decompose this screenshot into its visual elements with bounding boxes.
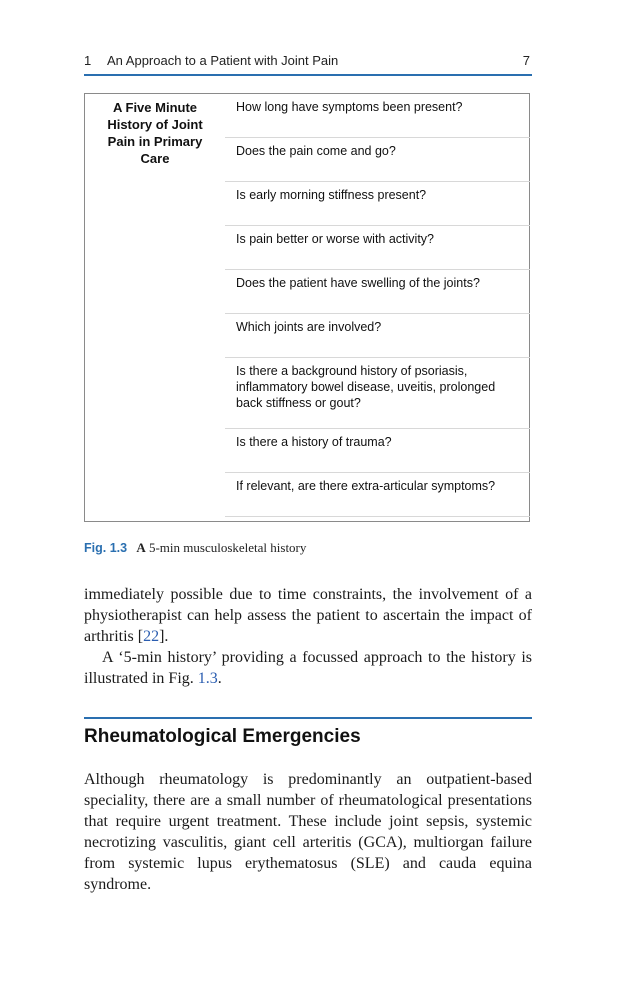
question-item: Does the patient have swelling of the joints? [225, 270, 530, 314]
chapter-number: 1 [84, 53, 92, 68]
header-rule [84, 74, 532, 76]
section-rule [84, 717, 532, 719]
caption-label: Fig. 1.3 [84, 541, 128, 555]
paragraph-text: A ‘5-min history’ providing a focussed approach to the history is illustrated in Fig. [84, 649, 532, 687]
question-item: Which joints are involved? [225, 314, 530, 358]
question-item: How long have symptoms been present? [225, 94, 530, 138]
question-item: Is there a history of trauma? [225, 429, 530, 473]
section-paragraph: Although rheumatology is predominantly an outpatient-based speciality, there are a small number of rheumatological presentations that require urgent treatment. These include joint sepsis, systemic necrotizing vasculitis, giant cell arteritis (GCA), multiorgan failure from systemic lupus erythematosus (SLE) and cauda equina syndrome. [84, 771, 532, 893]
figure-box [84, 93, 530, 522]
caption-bold: A [136, 540, 146, 555]
paragraph-text-end: . [217, 670, 222, 687]
section-heading: Rheumatological Emergencies [84, 726, 361, 747]
reference-link[interactable]: 22 [143, 628, 160, 645]
question-list [225, 94, 530, 517]
question-item: Is there a background history of psoriasis, inflammatory bowel disease, uveitis, prolonged back stiffness or gout? [225, 358, 530, 429]
paragraph-text: immediately possible due to time constraints, the involvement of a physiotherapist can help assess the patient to ascertain the impact of arthritis [ [84, 586, 532, 645]
figure-reference-link[interactable]: 1.3 [197, 670, 218, 687]
chapter-title: An Approach to a Patient with Joint Pain [107, 53, 339, 68]
paragraph-text-end: ]. [159, 628, 169, 645]
body-paragraph [84, 647, 532, 689]
figure-title: A Five Minute History of Joint Pain in Primary Care [107, 100, 203, 166]
caption-text: 5-min musculoskeletal history [148, 540, 307, 555]
running-header [84, 51, 532, 71]
figure-caption [84, 540, 532, 556]
question-item: Does the pain come and go? [225, 138, 530, 182]
question-item: If relevant, are there extra-articular symptoms? [225, 473, 530, 517]
page-number: 7 [522, 53, 530, 68]
question-item: Is early morning stiffness present? [225, 182, 530, 226]
body-paragraph [84, 584, 532, 647]
question-item: Is pain better or worse with activity? [225, 226, 530, 270]
